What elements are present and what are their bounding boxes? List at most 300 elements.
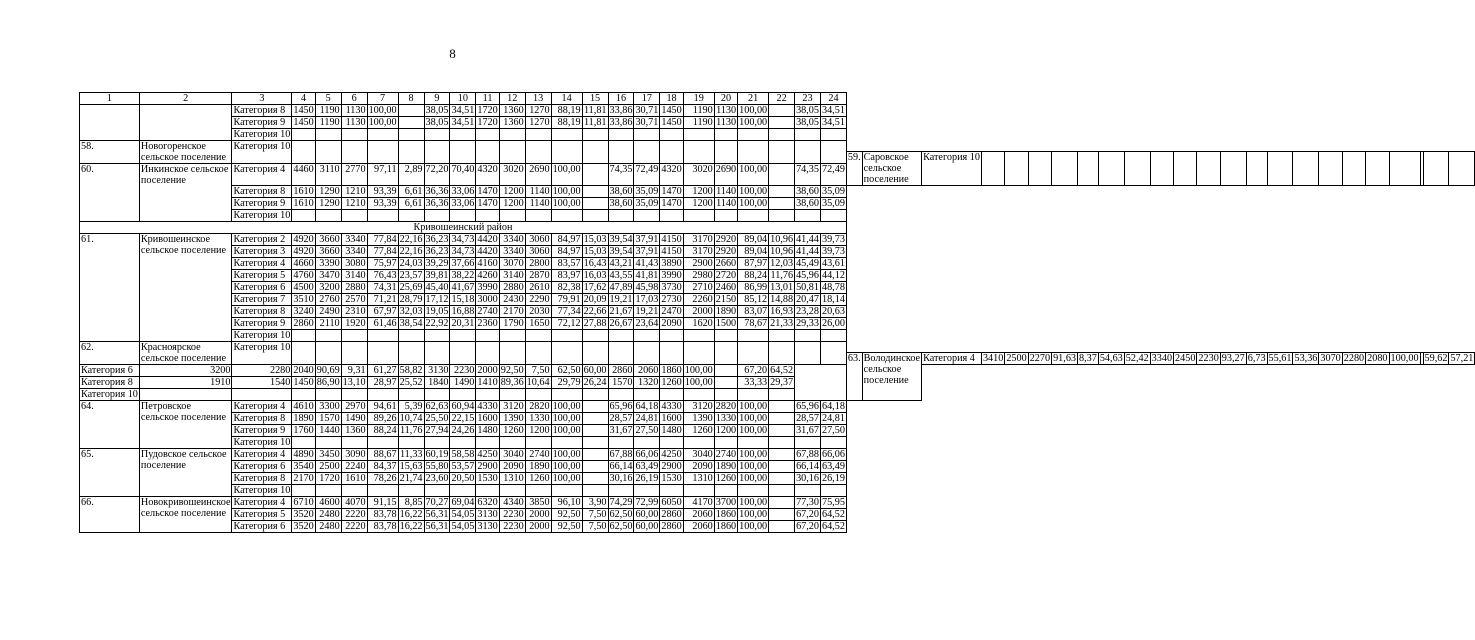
category-cell: Категория 8 — [232, 186, 292, 198]
value-cell: 2490 — [315, 306, 341, 318]
value-cell: 2090 — [683, 461, 714, 473]
value-cell: 2860 — [661, 521, 682, 532]
value-cell: 100,00 — [684, 365, 713, 376]
value-cell: 63,49 — [635, 461, 659, 472]
value-cell: 93,39 — [367, 198, 398, 210]
settlement-number: 61. — [80, 234, 140, 342]
value-cell: 4320 — [660, 164, 683, 186]
value-cell: 1650 — [525, 318, 551, 330]
value-cell: 3060 — [525, 234, 551, 246]
value-cell: 1270 — [525, 117, 551, 129]
value-cell: 64,18 — [821, 401, 845, 412]
value-cell: 100,00 — [552, 473, 581, 484]
value-cell: 2170 — [499, 306, 525, 318]
value-cell: 93,27 — [1221, 353, 1245, 364]
value-cell — [315, 141, 341, 164]
column-header: 13 — [525, 93, 551, 105]
value-cell: 2880 — [341, 282, 367, 294]
value-cell: 35,09 — [635, 198, 659, 209]
value-cell — [738, 210, 769, 222]
column-header: 17 — [634, 93, 660, 105]
value-cell: 27,88 — [583, 318, 607, 329]
category-cell: Категория 4 — [232, 164, 292, 186]
category-cell: Категория 6 — [232, 461, 292, 473]
value-cell: 92,50 — [500, 365, 524, 376]
value-cell: 15,63 — [399, 461, 423, 472]
value-cell: 1290 — [315, 186, 341, 198]
value-cell: 4320 — [476, 164, 499, 186]
value-cell: 38,05 — [425, 117, 449, 128]
value-cell: 2860 — [661, 509, 682, 520]
value-cell — [525, 342, 551, 365]
value-cell — [292, 129, 315, 141]
value-cell: 97,11 — [367, 164, 398, 186]
value-cell: 3730 — [661, 282, 682, 293]
settlement-number: 59. — [846, 152, 862, 186]
value-cell: 1140 — [716, 186, 737, 197]
value-cell: 3120 — [499, 401, 525, 413]
value-cell — [582, 164, 608, 186]
value-cell: 38,60 — [609, 186, 633, 197]
value-cell: 2430 — [499, 294, 525, 306]
value-cell: 25,50 — [425, 413, 449, 424]
region-row — [80, 222, 1475, 234]
value-cell: 100,00 — [1390, 353, 1419, 364]
value-cell — [795, 210, 821, 222]
value-cell: 3660 — [315, 246, 341, 258]
value-cell: 3540 — [293, 461, 314, 472]
value-cell: 1200 — [499, 186, 525, 198]
value-cell: 1310 — [499, 473, 525, 485]
value-cell: 11,76 — [399, 425, 423, 436]
value-cell: 1860 — [715, 521, 737, 532]
value-cell: 2820 — [525, 401, 551, 413]
value-cell: 3890 — [661, 258, 682, 269]
value-cell — [769, 117, 795, 129]
value-cell: 74,29 — [609, 497, 633, 508]
value-cell: 3200 — [139, 365, 232, 377]
value-cell: 41,43 — [635, 258, 659, 269]
value-cell: 30,71 — [635, 105, 659, 116]
column-header: 21 — [738, 93, 769, 105]
value-cell — [1197, 152, 1220, 186]
value-cell: 1130 — [716, 117, 737, 128]
category-cell: Категория 9 — [232, 198, 292, 210]
value-cell — [582, 437, 608, 449]
value-cell: 8,37 — [1079, 353, 1097, 364]
value-cell: 3990 — [661, 270, 682, 281]
value-cell — [139, 389, 232, 401]
column-header: 5 — [315, 93, 341, 105]
category-cell: Категория 7 — [232, 294, 292, 306]
table-row — [80, 105, 1475, 117]
value-cell: 38,05 — [425, 105, 449, 116]
value-cell: 96,10 — [551, 497, 582, 509]
value-cell — [608, 330, 634, 342]
value-cell — [341, 342, 367, 365]
value-cell: 5,39 — [398, 401, 424, 413]
value-cell: 50,81 — [796, 282, 819, 293]
value-cell — [1078, 152, 1099, 186]
value-cell: 83,78 — [367, 521, 398, 533]
value-cell — [795, 129, 821, 141]
column-header: 20 — [714, 93, 737, 105]
value-cell: 1130 — [341, 117, 367, 129]
table-row — [80, 330, 1475, 342]
value-cell: 45,49 — [796, 258, 819, 269]
settlement-number: 63. — [846, 353, 862, 401]
value-cell: 1200 — [499, 198, 525, 210]
value-cell: 20,50 — [451, 473, 475, 484]
value-cell: 27,50 — [635, 425, 659, 436]
value-cell: 67,20 — [796, 509, 819, 520]
value-cell: 34,51 — [451, 117, 475, 128]
value-cell — [476, 389, 499, 401]
value-cell: 3070 — [499, 258, 525, 270]
value-cell: 4460 — [292, 164, 315, 186]
value-cell: 39,54 — [609, 246, 633, 257]
value-cell: 13,01 — [770, 282, 794, 293]
value-cell: 2080 — [1367, 353, 1388, 364]
value-cell: 2230 — [1198, 353, 1219, 364]
value-cell — [795, 437, 821, 449]
value-cell: 2170 — [293, 473, 314, 484]
value-cell — [582, 342, 608, 365]
value-cell: 1480 — [661, 425, 682, 436]
value-cell: 100,00 — [684, 377, 713, 388]
value-cell — [315, 210, 341, 222]
value-cell — [795, 485, 821, 497]
value-cell — [683, 141, 714, 164]
value-cell: 3070 — [1320, 353, 1341, 364]
value-cell: 1310 — [683, 473, 714, 485]
value-cell: 84,97 — [551, 246, 582, 258]
settlement-name: Новокривошеинское сельское поселение — [139, 497, 232, 533]
value-cell: 3060 — [525, 246, 551, 258]
table-row — [80, 509, 1475, 521]
value-cell: 3390 — [315, 258, 341, 270]
value-cell: 54,05 — [451, 509, 475, 520]
value-cell — [582, 461, 608, 473]
value-cell — [1052, 152, 1078, 186]
value-cell: 15,18 — [451, 294, 475, 305]
value-cell: 4660 — [293, 258, 314, 269]
value-cell: 2740 — [525, 449, 551, 461]
value-cell: 1720 — [477, 105, 498, 116]
value-cell: 4610 — [293, 401, 314, 412]
value-cell — [315, 330, 341, 342]
value-cell: 2230 — [499, 521, 525, 533]
value-cell: 4920 — [293, 234, 314, 245]
value-cell: 59,62 — [1424, 353, 1448, 364]
value-cell — [582, 141, 608, 164]
value-cell — [738, 129, 769, 141]
column-header: 8 — [398, 93, 424, 105]
value-cell: 30,71 — [635, 117, 659, 128]
value-cell: 62,50 — [609, 521, 633, 532]
value-cell: 1490 — [450, 377, 476, 389]
value-cell: 72,20 — [424, 164, 450, 186]
value-cell: 63,49 — [821, 461, 845, 472]
column-header: 6 — [341, 93, 367, 105]
value-cell: 60,19 — [425, 449, 449, 460]
value-cell: 34,73 — [451, 234, 475, 245]
column-header: 7 — [367, 93, 398, 105]
value-cell — [582, 389, 608, 401]
value-cell: 2770 — [341, 164, 367, 186]
value-cell: 2230 — [499, 509, 525, 521]
settlement-data-table — [79, 92, 1475, 533]
value-cell — [820, 330, 846, 342]
value-cell — [582, 425, 608, 437]
value-cell: 54,63 — [1099, 353, 1123, 364]
value-cell — [660, 437, 683, 449]
value-cell — [683, 129, 714, 141]
value-cell: 2000 — [525, 521, 551, 533]
value-cell — [551, 330, 582, 342]
value-cell: 2860 — [608, 365, 634, 377]
value-cell: 2480 — [315, 521, 341, 533]
value-cell: 25,69 — [399, 282, 423, 293]
value-cell — [714, 330, 737, 342]
value-cell — [1028, 152, 1051, 186]
value-cell: 2220 — [341, 521, 367, 533]
column-header: 22 — [769, 93, 795, 105]
value-cell: 15,03 — [583, 234, 607, 245]
column-header: 18 — [660, 93, 683, 105]
value-cell: 11,76 — [770, 270, 794, 281]
value-cell: 28,57 — [609, 413, 633, 424]
value-cell: 2500 — [1006, 353, 1027, 364]
value-cell: 2730 — [661, 294, 682, 305]
value-cell — [738, 485, 769, 497]
category-cell: Категория 8 — [232, 306, 292, 318]
value-cell — [634, 389, 660, 401]
value-cell — [660, 210, 683, 222]
value-cell — [795, 330, 821, 342]
value-cell: 38,22 — [451, 270, 475, 281]
value-cell — [769, 105, 795, 117]
settlement-name: Инкинское сельское поселение — [139, 164, 232, 222]
settlement-name: Володинское сельское поселение — [862, 353, 921, 401]
column-header: 16 — [608, 93, 634, 105]
value-cell: 3020 — [499, 164, 525, 186]
value-cell: 2690 — [714, 164, 737, 186]
value-cell: 45,40 — [425, 282, 449, 293]
value-cell — [292, 330, 315, 342]
value-cell: 4260 — [477, 270, 498, 281]
value-cell — [608, 141, 634, 164]
category-cell: Категория 10 — [233, 437, 291, 448]
value-cell — [476, 342, 499, 365]
value-cell: 6050 — [661, 497, 682, 508]
value-cell: 2710 — [683, 282, 714, 294]
value-cell: 1450 — [661, 117, 682, 128]
value-cell: 100,00 — [739, 198, 768, 209]
value-cell — [769, 521, 795, 533]
value-cell: 1490 — [341, 413, 367, 425]
value-cell: 66,14 — [609, 461, 633, 472]
value-cell: 3410 — [982, 353, 1004, 364]
value-cell — [769, 330, 795, 342]
value-cell — [1449, 152, 1475, 186]
category-cell: Категория 10 — [81, 389, 138, 400]
value-cell: 83,57 — [551, 258, 582, 270]
table-row — [80, 437, 1475, 449]
value-cell — [660, 129, 683, 141]
value-cell — [608, 485, 634, 497]
value-cell: 100,00 — [368, 105, 397, 116]
value-cell — [315, 437, 341, 449]
value-cell: 1570 — [315, 413, 341, 425]
value-cell: 100,00 — [739, 473, 768, 484]
value-cell — [1174, 152, 1197, 186]
column-header: 12 — [499, 93, 525, 105]
value-cell — [820, 342, 846, 365]
value-cell: 2740 — [715, 449, 737, 460]
value-cell: 4330 — [477, 401, 498, 412]
value-cell: 36,23 — [425, 246, 449, 257]
category-cell: Категория 2 — [232, 234, 292, 246]
column-header: 4 — [292, 93, 315, 105]
value-cell: 33,86 — [609, 105, 633, 116]
value-cell: 1440 — [315, 425, 341, 437]
value-cell — [660, 342, 683, 365]
table-row — [80, 282, 1475, 294]
value-cell — [398, 129, 424, 141]
value-cell — [634, 129, 660, 141]
value-cell — [424, 129, 450, 141]
value-cell — [341, 210, 367, 222]
value-cell: 1360 — [499, 117, 525, 129]
value-cell: 2280 — [232, 365, 292, 377]
value-cell: 1260 — [525, 473, 551, 485]
value-cell — [769, 129, 795, 141]
value-cell: 1190 — [683, 117, 714, 129]
value-cell: 16,22 — [399, 521, 423, 532]
value-cell: 4500 — [293, 282, 314, 293]
value-cell: 1450 — [293, 377, 314, 388]
value-cell: 100,00 — [739, 401, 768, 412]
value-cell: 48,78 — [821, 282, 845, 293]
value-cell — [367, 389, 398, 401]
value-cell: 3300 — [315, 401, 341, 413]
value-cell — [450, 389, 476, 401]
value-cell: 22,92 — [425, 318, 449, 329]
value-cell — [424, 210, 450, 222]
value-cell: 64,52 — [821, 521, 845, 532]
value-cell: 1470 — [477, 198, 498, 209]
value-cell — [551, 141, 582, 164]
value-cell: 3090 — [341, 449, 367, 461]
value-cell: 1530 — [477, 473, 498, 484]
value-cell — [714, 485, 737, 497]
value-cell: 38,05 — [796, 117, 819, 128]
value-cell — [476, 437, 499, 449]
value-cell: 1760 — [293, 425, 314, 436]
value-cell — [341, 330, 367, 342]
value-cell: 55,80 — [425, 461, 449, 472]
value-cell: 60,00 — [583, 365, 607, 376]
value-cell — [1246, 152, 1267, 186]
value-cell: 1140 — [525, 186, 551, 198]
value-cell: 1330 — [525, 413, 551, 425]
settlement-name — [139, 105, 232, 141]
value-cell: 1720 — [315, 473, 341, 485]
value-cell: 85,12 — [738, 294, 769, 306]
value-cell: 2900 — [683, 258, 714, 270]
settlement-number: 66. — [80, 497, 140, 533]
value-cell: 1500 — [715, 318, 737, 329]
value-cell: 82,38 — [551, 282, 582, 294]
value-cell: 64,52 — [770, 365, 794, 376]
value-cell: 3340 — [341, 246, 367, 258]
value-cell: 64,52 — [821, 509, 845, 520]
value-cell: 66,06 — [821, 449, 845, 460]
value-cell — [683, 330, 714, 342]
value-cell — [424, 342, 450, 365]
value-cell: 100,00 — [739, 521, 768, 532]
value-cell: 1450 — [293, 105, 314, 116]
value-cell — [582, 186, 608, 198]
value-cell: 9,31 — [341, 365, 367, 377]
value-cell — [341, 389, 367, 401]
settlement-name: Новогоренское сельское поселение — [139, 141, 232, 164]
value-cell: 2360 — [477, 318, 498, 329]
value-cell: 7,50 — [582, 509, 608, 521]
value-cell: 24,03 — [399, 258, 423, 269]
value-cell: 3170 — [683, 246, 714, 258]
value-cell: 3340 — [499, 246, 525, 258]
category-cell: Категория 9 — [232, 425, 292, 437]
value-cell: 19,21 — [609, 294, 633, 305]
value-cell — [525, 389, 551, 401]
value-cell: 1610 — [341, 473, 367, 485]
value-cell: 41,67 — [451, 282, 475, 293]
value-cell: 100,00 — [739, 461, 768, 472]
value-cell: 60,00 — [635, 521, 659, 532]
value-cell: 4250 — [661, 449, 682, 460]
value-cell: 1600 — [477, 413, 498, 424]
category-cell: Категория 8 — [80, 377, 140, 389]
value-cell: 1260 — [715, 473, 737, 484]
value-cell: 1190 — [683, 105, 714, 117]
value-cell — [450, 210, 476, 222]
value-cell — [341, 129, 367, 141]
value-cell: 2310 — [341, 306, 367, 318]
value-cell — [981, 152, 1004, 186]
value-cell — [1319, 152, 1342, 186]
value-cell: 2970 — [341, 401, 367, 413]
value-cell — [398, 342, 424, 365]
value-cell: 11,81 — [583, 117, 607, 128]
value-cell: 94,61 — [367, 401, 398, 413]
value-cell — [738, 342, 769, 365]
value-cell: 2470 — [661, 306, 682, 317]
value-cell: 92,50 — [551, 521, 582, 533]
value-cell — [683, 342, 714, 365]
value-cell: 58,82 — [399, 365, 423, 376]
value-cell: 74,31 — [367, 282, 398, 294]
value-cell — [499, 437, 525, 449]
value-cell — [1150, 152, 1173, 186]
column-header: 15 — [582, 93, 608, 105]
value-cell: 93,39 — [367, 186, 398, 198]
value-cell: 1200 — [683, 198, 714, 210]
value-cell: 1270 — [525, 105, 551, 117]
value-cell: 2220 — [341, 509, 367, 521]
value-cell: 2740 — [477, 306, 498, 317]
